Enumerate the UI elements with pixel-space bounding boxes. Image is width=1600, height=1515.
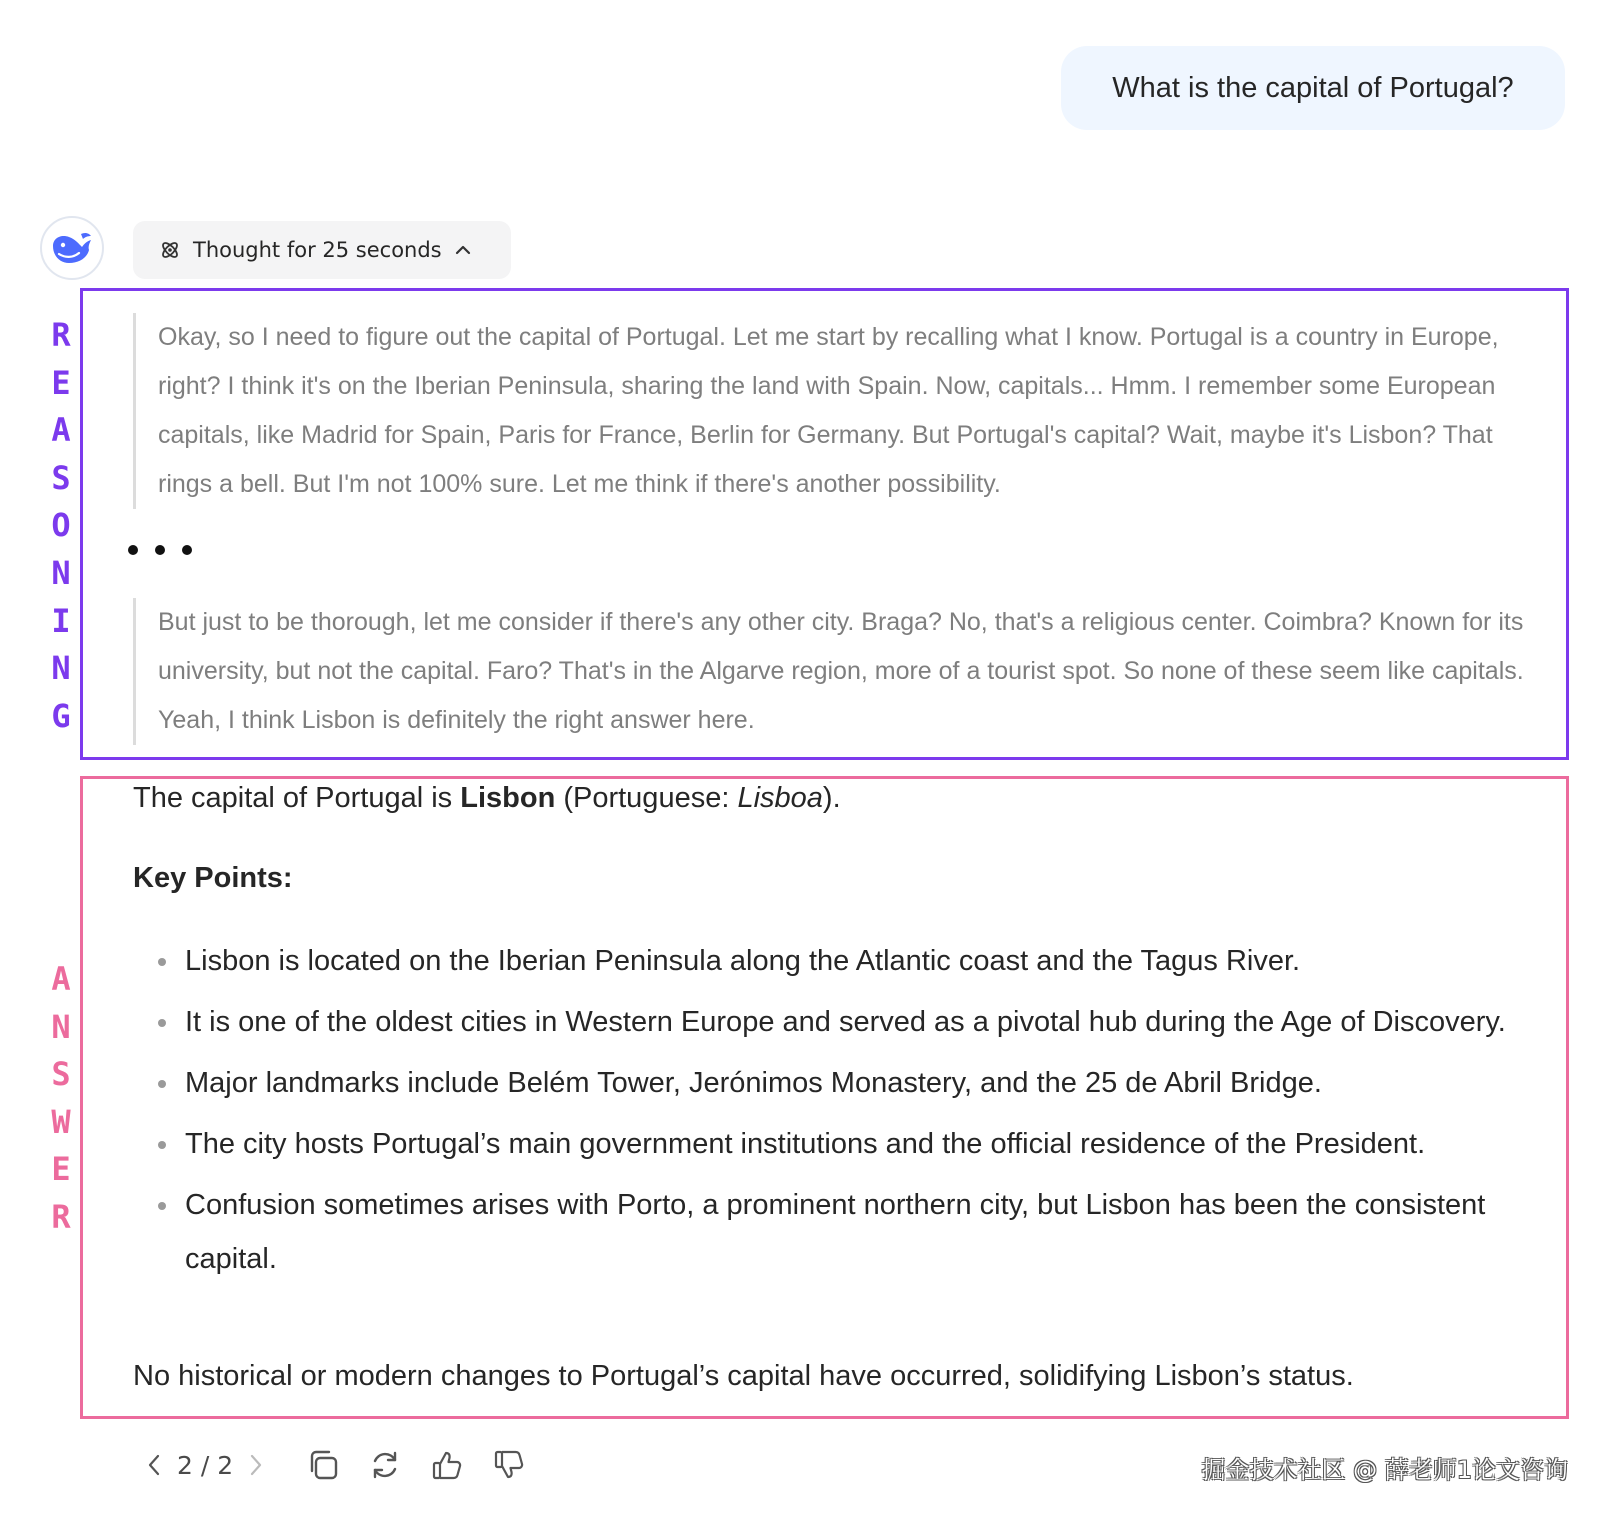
reasoning-letter: N	[51, 649, 71, 688]
watermark: 掘金技术社区 @ 薛老师1论文咨询	[1201, 1456, 1568, 1484]
whale-logo-icon	[49, 228, 95, 268]
answer-letter: A	[51, 960, 71, 998]
reasoning-letter: E	[51, 363, 71, 402]
list-item: The city hosts Portugal’s main government institutions and the official residence of the President.	[133, 1117, 1533, 1171]
reasoning-letter: G	[51, 696, 71, 735]
copy-button[interactable]	[305, 1447, 341, 1483]
chevron-right-icon[interactable]	[247, 1452, 265, 1478]
list-item: Lisbon is located on the Iberian Peninsula along the Atlantic coast and the Tagus River.	[133, 934, 1533, 988]
chevron-up-icon	[454, 241, 472, 259]
answer-intro-text: ).	[822, 782, 841, 814]
reasoning-letter: O	[51, 506, 71, 545]
reasoning-vertical-label	[44, 312, 78, 740]
page-indicator: 2 / 2	[177, 1450, 234, 1480]
action-icons	[305, 1447, 527, 1483]
answer-intro	[133, 782, 841, 815]
thumbs-down-icon	[492, 1448, 526, 1482]
reasoning-letter: I	[51, 601, 71, 640]
key-points-heading: Key Points:	[133, 862, 293, 894]
thought-duration-label: Thought for 25 seconds	[193, 238, 442, 262]
answer-intro-text: The capital of Portugal is	[133, 782, 461, 814]
answer-city-bold: Lisbon	[460, 782, 556, 814]
answer-letter: R	[51, 1197, 71, 1236]
thought-toggle-button[interactable]	[133, 221, 511, 279]
chevron-left-icon[interactable]	[145, 1452, 163, 1478]
reasoning-letter: A	[51, 411, 71, 450]
reasoning-paragraph-2: But just to be thorough, let me consider if there's any other city. Braga? No, that's a religious center. Coimbra? Known for its university, but not the capital. Faro? That's in the Algarve region, more of a tourist spot. So none of these seem like capitals. Yeah, I think Lisbon is definitely the right answer here.	[133, 598, 1548, 745]
regenerate-icon	[368, 1448, 402, 1482]
copy-icon	[306, 1448, 340, 1482]
message-toolbar	[145, 1440, 527, 1490]
answer-conclusion: No historical or modern changes to Portugal’s capital have occurred, solidifying Lisbon’s status.	[133, 1360, 1354, 1392]
thumbs-up-icon	[430, 1448, 464, 1482]
answer-letter: W	[51, 1102, 71, 1141]
user-message-bubble	[1061, 46, 1565, 130]
list-item: Confusion sometimes arises with Porto, a prominent northern city, but Lisbon has been the consistent capital.	[133, 1178, 1533, 1286]
list-item: It is one of the oldest cities in Western Europe and served as a pivotal hub during the Age of Discovery.	[133, 995, 1533, 1049]
reasoning-letter: R	[51, 316, 71, 354]
omitted-ellipsis	[128, 545, 192, 555]
answer-letter: E	[51, 1150, 71, 1189]
response-pager	[145, 1451, 265, 1480]
answer-city-portuguese: Lisboa	[737, 782, 823, 814]
user-message-text: What is the capital of Portugal?	[1112, 71, 1514, 104]
key-points-list	[133, 934, 1533, 1293]
reasoning-letter: N	[51, 553, 71, 592]
answer-vertical-label	[44, 956, 78, 1242]
answer-letter: S	[51, 1055, 71, 1094]
reasoning-paragraph-1: Okay, so I need to figure out the capital of Portugal. Let me start by recalling what I know. Portugal is a country in Europe, right? I think it's on the Iberian Peninsula, sharing the land with Spain. Now, capitals... Hmm. I remember some European capitals, like Madrid for Spain, Paris for France, Berlin for Germany. But Portugal's capital? Wait, maybe it's Lisbon? That rings a bell. But I'm not 100% sure. Let me think if there's another possibility.	[133, 313, 1548, 509]
answer-intro-text: (Portuguese:	[555, 782, 738, 814]
atom-icon	[159, 239, 181, 261]
list-item: Major landmarks include Belém Tower, Jerónimos Monastery, and the 25 de Abril Bridge.	[133, 1056, 1533, 1110]
assistant-avatar	[40, 216, 104, 280]
answer-letter: N	[51, 1007, 71, 1046]
thumbs-up-button[interactable]	[429, 1447, 465, 1483]
thumbs-down-button[interactable]	[491, 1447, 527, 1483]
reasoning-letter: S	[51, 458, 71, 497]
regenerate-button[interactable]	[367, 1447, 403, 1483]
